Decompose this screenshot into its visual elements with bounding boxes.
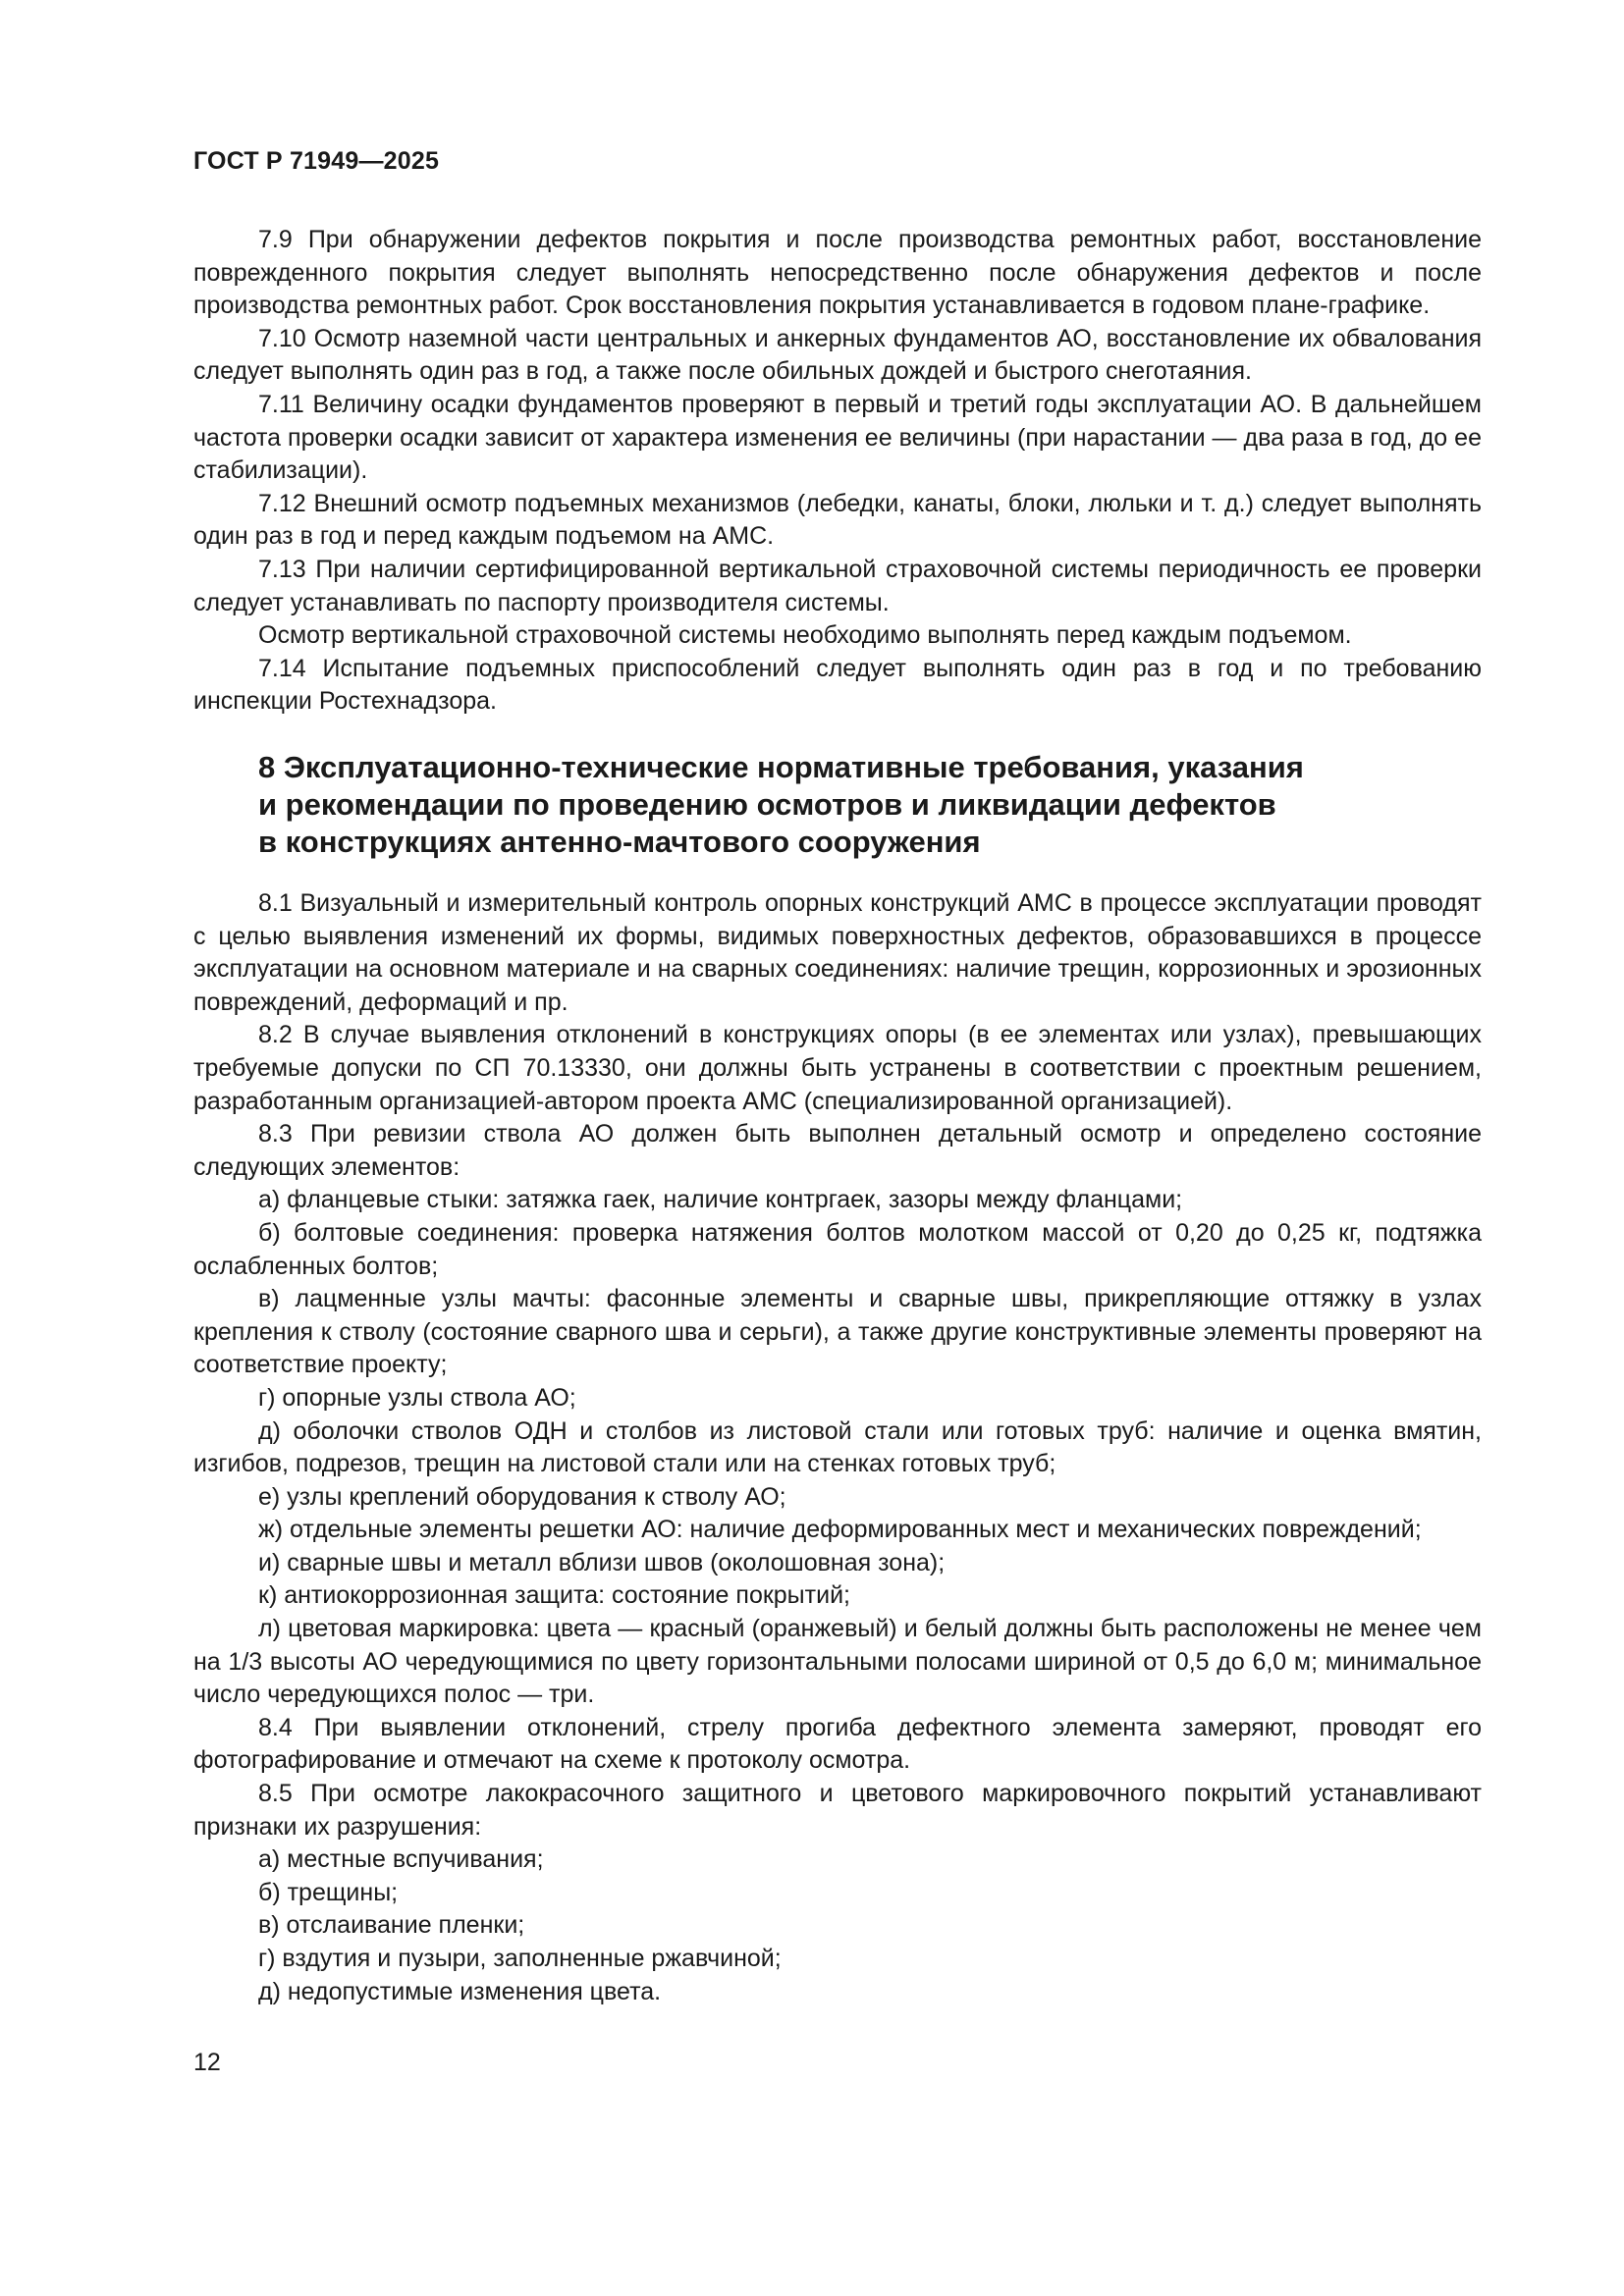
paragraph-7-9: 7.9 При обнаружении дефектов покрытия и после производства ремонтных работ, восстановление поврежденного покрытия следует выполнять непосредственно после обнаружения дефектов и после производства ремонтных работ. Срок восстановления покрытия устанавливается в годовом плане-графике. xyxy=(193,226,1482,320)
heading-line: в конструкциях антенно-мачтового сооружения xyxy=(258,825,981,859)
list-item-b: б) трещины; xyxy=(258,1878,399,1906)
heading-line: 8 Эксплуатационно-технические нормативные требования, указания xyxy=(258,750,1304,784)
paragraph-8-2: 8.2 В случае выявления отклонений в конструкциях опоры (в ее элементах или узлах), превышающих требуемые допуски по СП 70.13330, они должны быть устранены в соответствии с проектным решением, разработанным организацией-автором проекта АМС (специализированной организацией). xyxy=(193,1021,1482,1115)
list-item-zh: ж) отдельные элементы решетки АО: наличие деформированных мест и механических повреждений; xyxy=(258,1516,1422,1544)
list-item-l: л) цветовая маркировка: цвета — красный (оранжевый) и белый должны быть расположены не менее чем на 1/3 высоты АО чередующимися по цвету горизонтальными полосами шириной от 0,5 до 6,0 м; минимальное число чередующихся полос — три. xyxy=(193,1615,1482,1709)
list-item-k: к) антиокоррозионная защита: состояние покрытий; xyxy=(258,1581,850,1610)
list-item-d: д) недопустимые изменения цвета. xyxy=(258,1977,662,2005)
paragraph-7-13: 7.13 При наличии сертифицированной вертикальной страховочной системы периодичность ее проверки следует устанавливать по паспорту производителя системы. xyxy=(193,555,1482,616)
paragraph-7-10: 7.10 Осмотр наземной части центральных и анкерных фундаментов АО, восстановление их обвалования следует выполнять один раз в год, а также после обильных дождей и быстрого снеготаяния. xyxy=(193,324,1482,386)
paragraph-8-1: 8.1 Визуальный и измерительный контроль опорных конструкций АМС в процессе эксплуатации проводят с целью выявления изменений их формы, видимых поверхностных дефектов, образовавшихся в процессе эксплуатации на основном материале и на сварных соединениях: наличие трещин, коррозионных и эрозионных повреждений, деформаций и пр. xyxy=(193,889,1482,1016)
paragraph-8-3: 8.3 При ревизии ствола АО должен быть выполнен детальный осмотр и определено состояние следующих элементов: xyxy=(193,1120,1482,1181)
page-number: 12 xyxy=(193,2049,221,2076)
standard-header: ГОСТ Р 71949—2025 xyxy=(193,147,440,175)
paragraph-7-12: 7.12 Внешний осмотр подъемных механизмов (лебедки, канаты, блоки, люльки и т. д.) следует выполнять один раз в год и перед каждым подъемом на АМС. xyxy=(193,489,1482,551)
heading-line: и рекомендации по проведению осмотров и ликвидации дефектов xyxy=(258,787,1276,822)
section-8-text xyxy=(193,887,1482,2008)
paragraph-7-14: 7.14 Испытание подъемных приспособлений следует выполнять один раз в год и по требованию инспекции Ростехнадзора. xyxy=(193,654,1482,716)
list-item-e: е) узлы креплений оборудования к стволу АО; xyxy=(258,1482,786,1511)
list-item-a: а) фланцевые стыки: затяжка гаек, наличие контргаек, зазоры между фланцами; xyxy=(258,1186,1183,1214)
paragraph-8-4: 8.4 При выявлении отклонений, стрелу прогиба дефектного элемента замеряют, проводят его фотографирование и отмечают на схеме к протоколу осмотра. xyxy=(193,1713,1482,1775)
list-item-g: г) опорные узлы ствола АО; xyxy=(258,1383,576,1412)
paragraph-7-11: 7.11 Величину осадки фундаментов проверяют в первый и третий годы эксплуатации АО. В дальнейшем частота проверки осадки зависит от характера изменения ее величины (при нарастании — два раза в год, до ее стабилизации). xyxy=(193,390,1482,485)
paragraph-7-13-note: Осмотр вертикальной страховочной системы необходимо выполнять перед каждым подъемом. xyxy=(258,621,1352,650)
list-item-d: д) оболочки стволов ОДН и столбов из листовой стали или готовых труб: наличие и оценка вмятин, изгибов, подрезов, трещин на листовой стали или на стенках готовых труб; xyxy=(193,1416,1482,1478)
paragraph-8-5: 8.5 При осмотре лакокрасочного защитного и цветового маркировочного покрытий устанавливают признаки их разрушения: xyxy=(193,1780,1482,1841)
list-item-g: г) вздутия и пузыри, заполненные ржавчиной; xyxy=(258,1945,782,1972)
list-item-i: и) сварные швы и металл вблизи швов (околошовная зона); xyxy=(258,1548,946,1576)
section-7-text xyxy=(193,224,1482,719)
list-item-v: в) отслаивание пленки; xyxy=(258,1911,525,1940)
list-item-v: в) лацменные узлы мачты: фасонные элементы и сварные швы, прикрепляющие оттяжку в узлах крепления к стволу (состояние сварного шва и серьги), а также другие конструктивные элементы проверяют на соответствие проекту; xyxy=(193,1285,1482,1379)
list-item-a: а) местные вспучивания; xyxy=(258,1845,544,1874)
section-8-heading xyxy=(258,749,1436,861)
list-item-b: б) болтовые соединения: проверка натяжения болтов молотком массой от 0,20 до 0,25 кг, подтяжка ослабленных болтов; xyxy=(193,1218,1482,1280)
